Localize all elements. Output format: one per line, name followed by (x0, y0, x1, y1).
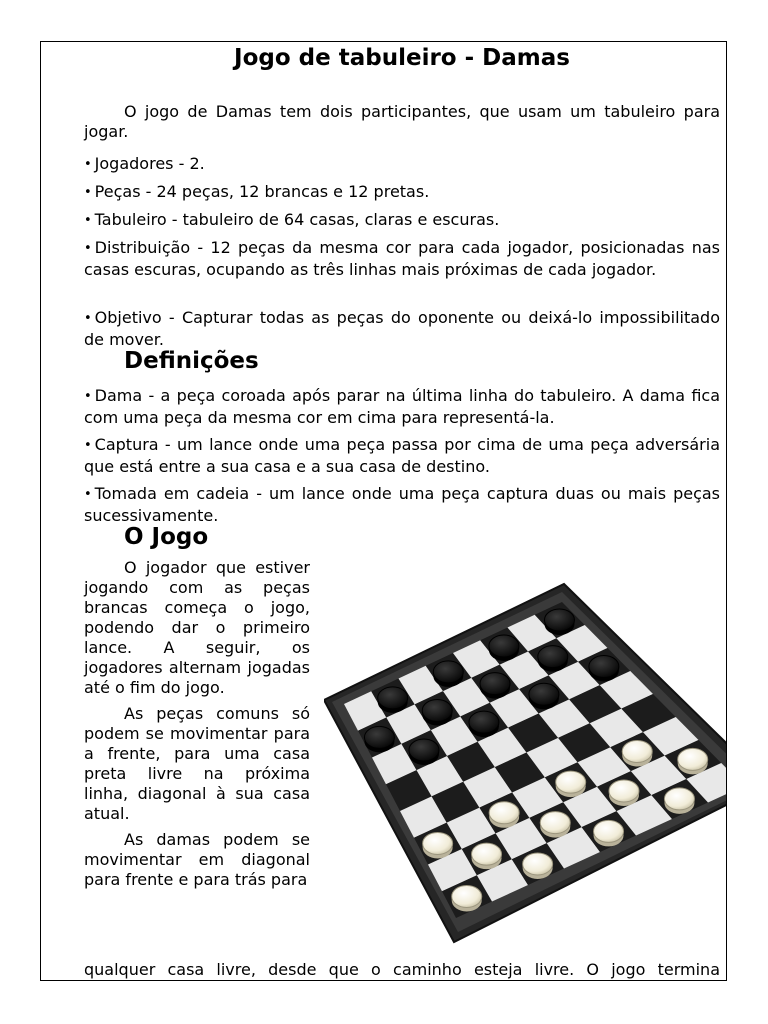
jogo-paragraph-2: As peças comuns só podem se movimentar para a frente, para uma casa preta livre na próxima linha, diagonal à sua casa atual. (84, 704, 310, 823)
black-piece (409, 739, 439, 765)
definition-captura (84, 435, 720, 477)
bullet-jogadores (84, 154, 720, 176)
black-piece (480, 673, 510, 699)
white-piece (594, 820, 624, 846)
black-piece (378, 687, 408, 713)
bullet-distribuicao (84, 238, 720, 280)
jogo-paragraph-3: As damas podem se movimentar em diagonal para frente e para trás para (84, 830, 310, 889)
definition-dama (84, 386, 720, 428)
black-piece (433, 661, 463, 687)
jogo-column (84, 558, 310, 890)
bullet-text: • Tabuleiro - tabuleiro de 64 casas, claras e escuras. (84, 210, 720, 232)
white-piece (523, 853, 553, 879)
black-piece (529, 683, 559, 709)
definition-text: • Tomada em cadeia - um lance onde uma peça captura duas ou mais peças sucessivamente. (84, 484, 720, 526)
black-piece (364, 726, 394, 752)
definition-text: • Captura - um lance onde uma peça passa por cima de uma peça adversária que está entre a sua casa e a sua casa de destino. (84, 435, 720, 477)
white-piece (452, 885, 482, 911)
white-piece (472, 843, 502, 869)
white-piece (540, 812, 570, 838)
definition-tomada (84, 484, 720, 526)
black-piece (422, 699, 452, 725)
black-piece (589, 655, 619, 681)
intro-paragraph: O jogo de Damas tem dois participantes, que usam um tabuleiro para jogar. (84, 102, 720, 141)
jogo-paragraph-3-continued: qualquer casa livre, desde que o caminho esteja livre. O jogo termina (84, 960, 720, 979)
black-piece (544, 609, 574, 635)
white-piece (489, 802, 519, 828)
jogo-paragraph-1: O jogador que estiver jogando com as peças brancas começa o jogo, podendo dar o primeiro lance. A seguir, os jogadores alternam jogadas até o fim do jogo. (84, 558, 310, 697)
bullet-text: • Jogadores - 2. (84, 154, 720, 176)
bullet-tabuleiro (84, 210, 720, 232)
section-heading-definicoes: Definições (124, 348, 259, 374)
white-piece (423, 832, 453, 858)
white-piece (622, 740, 652, 766)
white-piece (664, 788, 694, 814)
bullet-text: • Objetivo - Capturar todas as peças do oponente ou deixá-lo impossibilitado de mover. (84, 308, 720, 350)
black-piece (489, 635, 519, 661)
page-frame (40, 41, 727, 981)
bullet-pecas (84, 182, 720, 204)
bullet-objetivo (84, 308, 720, 350)
white-piece (678, 748, 708, 774)
checkers-board-photo (324, 582, 727, 952)
white-piece (609, 780, 639, 806)
white-piece (556, 771, 586, 797)
bullet-text: • Peças - 24 peças, 12 brancas e 12 pretas. (84, 182, 720, 204)
page-title: Jogo de tabuleiro - Damas (234, 45, 570, 71)
bullet-text: • Distribuição - 12 peças da mesma cor para cada jogador, posicionadas nas casas escuras, ocupando as três linhas mais próximas de cada jogador. (84, 238, 720, 280)
section-heading-o-jogo: O Jogo (124, 524, 209, 550)
black-piece (469, 711, 499, 737)
black-piece (538, 646, 568, 672)
definition-text: • Dama - a peça coroada após parar na última linha do tabuleiro. A dama fica com uma peça da mesma cor em cima para representá-la. (84, 386, 720, 428)
